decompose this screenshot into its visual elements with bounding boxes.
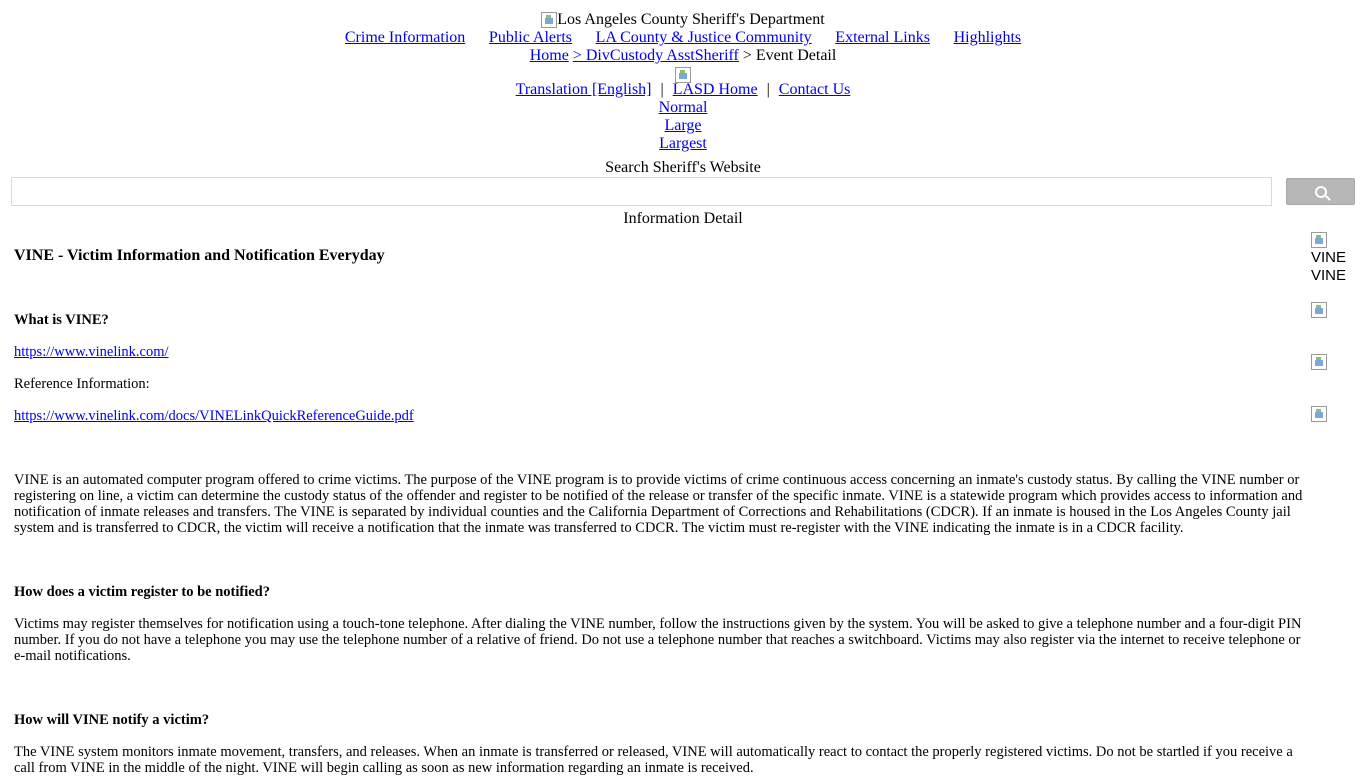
article-q2 <box>14 584 1310 600</box>
search-button[interactable] <box>1286 178 1355 205</box>
search-icon <box>1315 186 1327 198</box>
paragraph-register: Victims may register themselves for notification using a touch-tone telephone. After dialing the VINE number, follow the instructions given by the system. You will be asked to give a telephone number and a four-digit PIN number. If you do not have a telephone you may use the telephone number of a relative of friend. Do not use a telephone number that reaches a switchboard. Victims may also register via the internet to receive telephone or e-mail notifications. <box>14 616 1302 664</box>
article-link1-row <box>14 344 1310 360</box>
lasd-home-link[interactable]: LASD Home <box>672 81 758 98</box>
sidebar-image-3 <box>1311 353 1361 371</box>
breadcrumb-current: > Event Detail <box>742 47 837 64</box>
broken-image-icon <box>1311 354 1327 370</box>
text-size-largest[interactable]: Largest <box>659 135 707 152</box>
nav-la-county-justice-community[interactable]: LA County & Justice Community <box>595 29 812 46</box>
main-nav <box>0 29 1366 47</box>
text-size-normal[interactable]: Normal <box>658 99 708 116</box>
broken-image-icon <box>1311 406 1327 422</box>
sidebar-image-4 <box>1311 405 1361 423</box>
paragraph-notify: The VINE system monitors inmate movement, transfers, and releases. When an inmate is transferred or released, VINE will automatically react to contact the properly registered victims. Do not be startled if you receive a call from VINE in the middle of the night. VINE will begin calling as soon as new information regarding an inmate is received. <box>14 744 1293 776</box>
contact-us-link[interactable]: Contact Us <box>778 81 851 98</box>
header-logo <box>0 11 1366 29</box>
utility-links <box>0 81 1366 99</box>
question-what-is-vine: What is VINE? <box>14 312 109 328</box>
nav-crime-information[interactable]: Crime Information <box>344 29 466 46</box>
breadcrumb-home[interactable]: Home <box>529 47 569 64</box>
text-size-large[interactable]: Large <box>664 117 702 134</box>
paragraph-what-is-vine: VINE is an automated computer program offered to crime victims. The purpose of the VINE program is to provide victims of crime continuous access concerning an inmate's custody status. By calling the VINE number or registering on line, a victim can determine the custody status of the offender and register to be notified of the release or transfer of the specific inmate. VINE is a statewide program which provides access to information and notification of inmate releases and transfers. The VINE is separated by individual counties and the California Department of Corrections and Rehabilitations (CDCR). If an inmate is housed in the Los Angeles County jail system and is transferred to CDCR, the victim will receive a notification that the inmate was transferred to CDCR. The victim must re-register with the VINE indicating the inmate is in a CDCR facility. <box>14 472 1303 536</box>
sidebar-alt-text-2: VINE <box>1311 267 1347 284</box>
article-q1 <box>14 312 1310 328</box>
breadcrumb <box>0 47 1366 65</box>
reference-label: Reference Information: <box>14 376 150 392</box>
separator: | <box>766 81 770 98</box>
nav-public-alerts[interactable]: Public Alerts <box>488 29 573 46</box>
broken-image-icon <box>541 12 557 28</box>
nav-highlights[interactable]: Highlights <box>953 29 1022 46</box>
logo-alt-text: Los Angeles County Sheriff's Department <box>557 11 825 28</box>
sidebar-image-2 <box>1311 301 1361 319</box>
breadcrumb-divcustody[interactable]: > DivCustody AsstSheriff <box>572 47 739 64</box>
sidebar-vine-image <box>1311 231 1361 285</box>
broken-image-icon <box>1311 302 1327 318</box>
article-q3 <box>14 712 1310 728</box>
sidebar-alt-text-1: VINE <box>1311 249 1347 266</box>
vinelink-link[interactable]: https://www.vinelink.com/ <box>14 344 169 360</box>
nav-external-links[interactable]: External Links <box>835 29 930 46</box>
section-title: Information Detail <box>623 210 743 227</box>
quick-reference-guide-link[interactable]: https://www.vinelink.com/docs/VINELinkQuickReferenceGuide.pdf <box>14 408 414 424</box>
text-size-large-row <box>0 117 1366 135</box>
article-title: VINE - Victim Information and Notification Everyday <box>14 247 385 264</box>
article-link2-row <box>14 408 1310 424</box>
search-input[interactable] <box>11 177 1272 206</box>
question-register: How does a victim register to be notified? <box>14 584 270 600</box>
search-label: Search Sheriff's Website <box>605 159 761 176</box>
text-size-normal-row <box>0 99 1366 117</box>
broken-image-icon <box>1311 232 1327 248</box>
text-size-largest-row <box>0 135 1366 153</box>
translation-link[interactable]: Translation [English] <box>515 81 652 98</box>
separator: | <box>660 81 664 98</box>
question-notify: How will VINE notify a victim? <box>14 712 210 728</box>
